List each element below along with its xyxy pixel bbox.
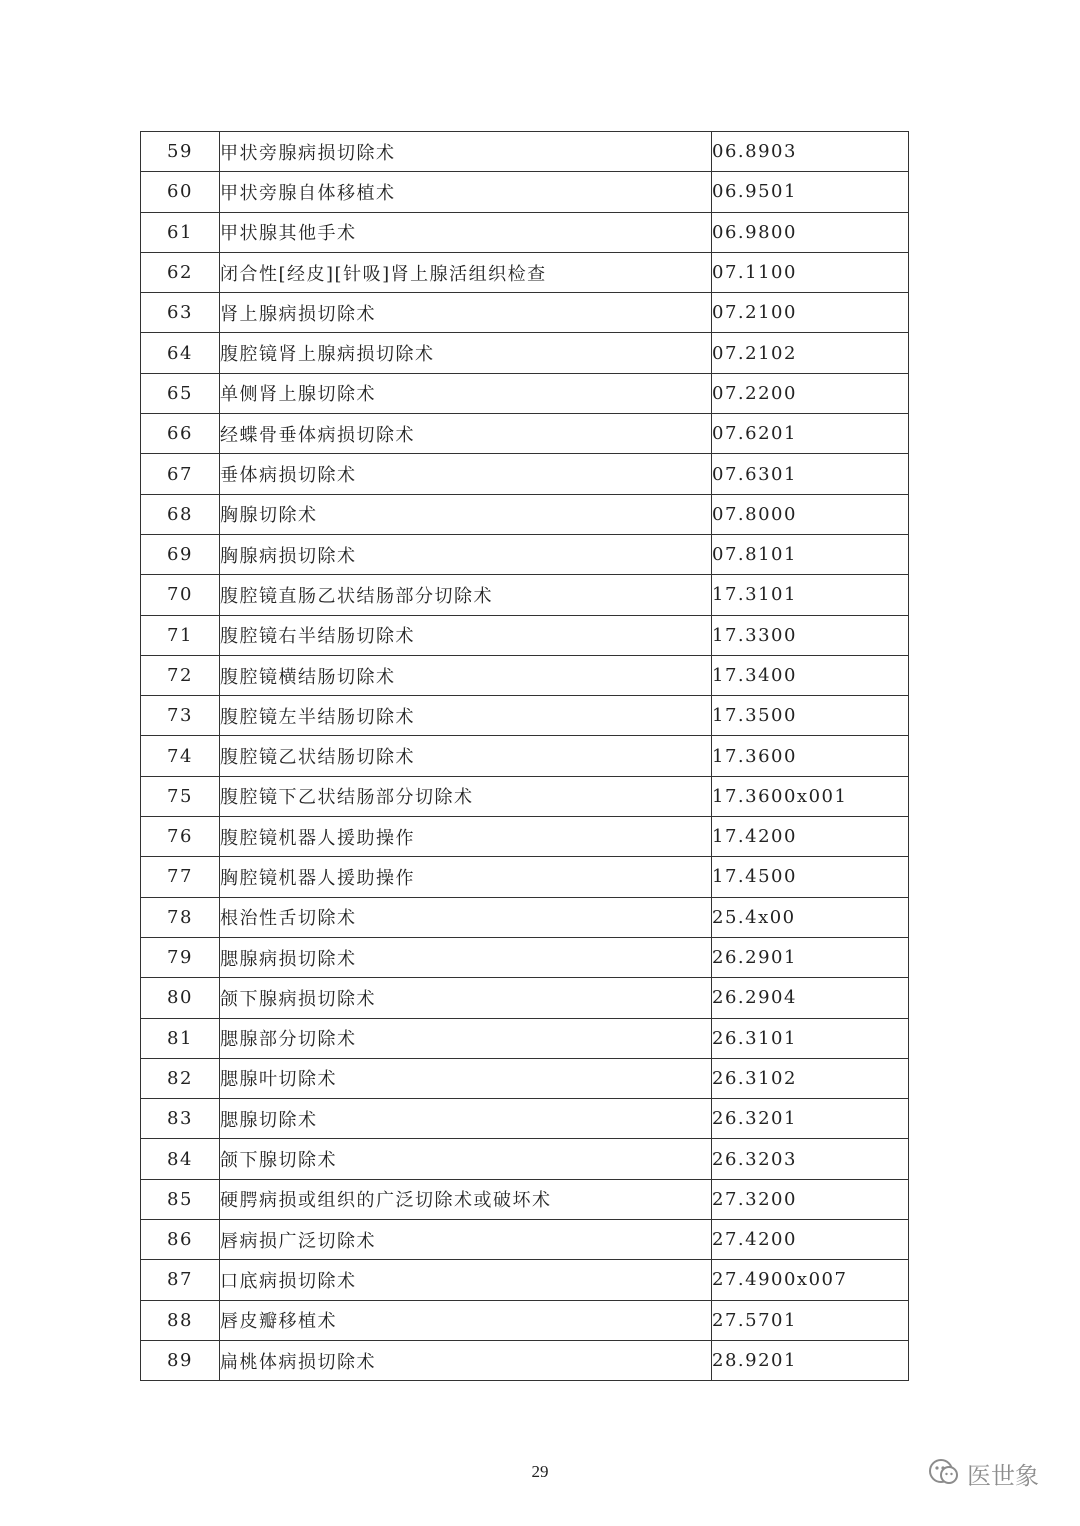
- row-number-cell: 85: [141, 1179, 220, 1219]
- procedure-name-cell: 口底病损切除术: [220, 1260, 712, 1300]
- table-row: [141, 736, 909, 776]
- procedure-name-cell: 腹腔镜左半结肠切除术: [220, 696, 712, 736]
- row-number-cell: 80: [141, 978, 220, 1018]
- procedure-name-cell: 腹腔镜直肠乙状结肠部分切除术: [220, 575, 712, 615]
- table-row: [141, 1220, 909, 1260]
- row-number-cell: 86: [141, 1220, 220, 1260]
- row-number-cell: 83: [141, 1099, 220, 1139]
- procedure-name-cell: 胸腺病损切除术: [220, 534, 712, 574]
- procedure-code-cell: 27.4900x007: [712, 1260, 909, 1300]
- row-number-cell: 63: [141, 293, 220, 333]
- row-number-cell: 61: [141, 212, 220, 252]
- table-row: [141, 615, 909, 655]
- procedure-name-cell: 硬腭病损或组织的广泛切除术或破坏术: [220, 1179, 712, 1219]
- table-row: [141, 1179, 909, 1219]
- row-number-cell: 79: [141, 937, 220, 977]
- procedure-code-cell: 26.3101: [712, 1018, 909, 1058]
- procedure-code-cell: 17.4500: [712, 857, 909, 897]
- table-row: [141, 414, 909, 454]
- row-number-cell: 82: [141, 1058, 220, 1098]
- watermark: [927, 1456, 1039, 1490]
- table-row: [141, 1300, 909, 1340]
- procedure-code-cell: 28.9201: [712, 1340, 909, 1380]
- procedure-name-cell: 胸腺切除术: [220, 494, 712, 534]
- procedure-code-cell: 17.4200: [712, 817, 909, 857]
- procedure-code-cell: 07.8000: [712, 494, 909, 534]
- table-row: [141, 1139, 909, 1179]
- procedure-name-cell: 甲状腺其他手术: [220, 212, 712, 252]
- row-number-cell: 77: [141, 857, 220, 897]
- table-row: [141, 937, 909, 977]
- procedure-name-cell: 腮腺部分切除术: [220, 1018, 712, 1058]
- row-number-cell: 81: [141, 1018, 220, 1058]
- table-row: [141, 897, 909, 937]
- table-row: [141, 132, 909, 172]
- procedure-code-cell: 17.3101: [712, 575, 909, 615]
- procedure-code-cell: 17.3600: [712, 736, 909, 776]
- procedure-code-cell: 25.4x00: [712, 897, 909, 937]
- table-row: [141, 1058, 909, 1098]
- row-number-cell: 89: [141, 1340, 220, 1380]
- row-number-cell: 68: [141, 494, 220, 534]
- row-number-cell: 88: [141, 1300, 220, 1340]
- procedure-name-cell: 腹腔镜横结肠切除术: [220, 655, 712, 695]
- procedure-code-cell: 06.9501: [712, 172, 909, 212]
- procedure-code-cell: 07.8101: [712, 534, 909, 574]
- procedure-code-cell: 17.3300: [712, 615, 909, 655]
- procedure-table-body: [141, 132, 909, 1381]
- procedure-code-cell: 26.3201: [712, 1099, 909, 1139]
- procedure-code-cell: 07.2200: [712, 373, 909, 413]
- table-row: [141, 817, 909, 857]
- row-number-cell: 76: [141, 817, 220, 857]
- procedure-code-cell: 17.3600x001: [712, 776, 909, 816]
- table-row: [141, 494, 909, 534]
- row-number-cell: 65: [141, 373, 220, 413]
- procedure-name-cell: 垂体病损切除术: [220, 454, 712, 494]
- table-row: [141, 575, 909, 615]
- procedure-name-cell: 腮腺病损切除术: [220, 937, 712, 977]
- wechat-official-account-icon: [927, 1458, 961, 1488]
- table-row: [141, 1260, 909, 1300]
- table-row: [141, 252, 909, 292]
- procedure-code-cell: 26.3203: [712, 1139, 909, 1179]
- table-row: [141, 978, 909, 1018]
- row-number-cell: 75: [141, 776, 220, 816]
- row-number-cell: 84: [141, 1139, 220, 1179]
- procedure-code-cell: 07.2102: [712, 333, 909, 373]
- procedure-name-cell: 甲状旁腺自体移植术: [220, 172, 712, 212]
- row-number-cell: 71: [141, 615, 220, 655]
- row-number-cell: 73: [141, 696, 220, 736]
- table-row: [141, 454, 909, 494]
- page-number: 29: [531, 1462, 549, 1481]
- table-row: [141, 534, 909, 574]
- procedure-code-cell: 07.2100: [712, 293, 909, 333]
- watermark-text: 医世象: [967, 1461, 1039, 1490]
- table-row: [141, 857, 909, 897]
- row-number-cell: 78: [141, 897, 220, 937]
- row-number-cell: 59: [141, 132, 220, 172]
- procedure-code-cell: 27.3200: [712, 1179, 909, 1219]
- procedure-name-cell: 唇病损广泛切除术: [220, 1220, 712, 1260]
- row-number-cell: 62: [141, 252, 220, 292]
- procedure-code-cell: 17.3500: [712, 696, 909, 736]
- table-row: [141, 373, 909, 413]
- procedure-name-cell: 腹腔镜右半结肠切除术: [220, 615, 712, 655]
- procedure-name-cell: 腮腺切除术: [220, 1099, 712, 1139]
- procedure-name-cell: 唇皮瓣移植术: [220, 1300, 712, 1340]
- table-row: [141, 293, 909, 333]
- row-number-cell: 69: [141, 534, 220, 574]
- row-number-cell: 74: [141, 736, 220, 776]
- row-number-cell: 67: [141, 454, 220, 494]
- procedure-code-cell: 07.1100: [712, 252, 909, 292]
- procedure-table: [140, 131, 909, 1381]
- procedure-code-cell: 07.6201: [712, 414, 909, 454]
- procedure-code-cell: 07.6301: [712, 454, 909, 494]
- procedure-name-cell: 甲状旁腺病损切除术: [220, 132, 712, 172]
- procedure-name-cell: 腹腔镜机器人援助操作: [220, 817, 712, 857]
- procedure-name-cell: 腮腺叶切除术: [220, 1058, 712, 1098]
- procedure-name-cell: 胸腔镜机器人援助操作: [220, 857, 712, 897]
- table-row: [141, 172, 909, 212]
- procedure-name-cell: 根治性舌切除术: [220, 897, 712, 937]
- procedure-code-cell: 26.2904: [712, 978, 909, 1018]
- procedure-name-cell: 扁桃体病损切除术: [220, 1340, 712, 1380]
- table-row: [141, 655, 909, 695]
- procedure-name-cell: 颌下腺病损切除术: [220, 978, 712, 1018]
- table-row: [141, 212, 909, 252]
- row-number-cell: 64: [141, 333, 220, 373]
- row-number-cell: 66: [141, 414, 220, 454]
- row-number-cell: 60: [141, 172, 220, 212]
- table-row: [141, 696, 909, 736]
- row-number-cell: 70: [141, 575, 220, 615]
- procedure-name-cell: 腹腔镜下乙状结肠部分切除术: [220, 776, 712, 816]
- procedure-code-cell: 17.3400: [712, 655, 909, 695]
- procedure-name-cell: 肾上腺病损切除术: [220, 293, 712, 333]
- procedure-code-cell: 26.3102: [712, 1058, 909, 1098]
- procedure-code-cell: 27.5701: [712, 1300, 909, 1340]
- procedure-name-cell: 颌下腺切除术: [220, 1139, 712, 1179]
- table-row: [141, 776, 909, 816]
- procedure-code-cell: 06.8903: [712, 132, 909, 172]
- procedure-name-cell: 腹腔镜乙状结肠切除术: [220, 736, 712, 776]
- row-number-cell: 87: [141, 1260, 220, 1300]
- table-row: [141, 333, 909, 373]
- procedure-code-cell: 27.4200: [712, 1220, 909, 1260]
- procedure-code-cell: 26.2901: [712, 937, 909, 977]
- table-row: [141, 1340, 909, 1380]
- procedure-name-cell: 闭合性[经皮][针吸]肾上腺活组织检查: [220, 252, 712, 292]
- row-number-cell: 72: [141, 655, 220, 695]
- procedure-name-cell: 单侧肾上腺切除术: [220, 373, 712, 413]
- procedure-name-cell: 经蝶骨垂体病损切除术: [220, 414, 712, 454]
- table-row: [141, 1099, 909, 1139]
- procedure-name-cell: 腹腔镜肾上腺病损切除术: [220, 333, 712, 373]
- procedure-code-cell: 06.9800: [712, 212, 909, 252]
- table-row: [141, 1018, 909, 1058]
